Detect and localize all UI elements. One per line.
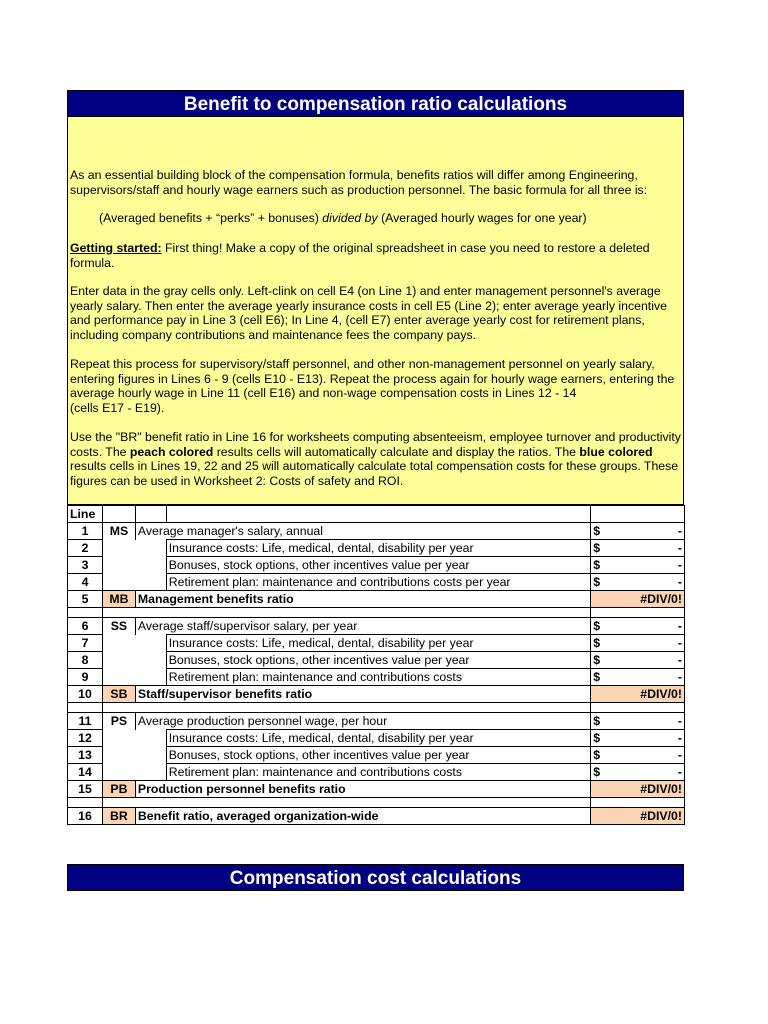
table-row <box>68 764 685 781</box>
input-cell-e17[interactable] <box>591 730 685 747</box>
table-row-result <box>68 781 685 798</box>
row-description: Retirement plan: maintenance and contributions costs <box>166 669 591 686</box>
spacer <box>68 608 103 618</box>
usage-paragraph <box>70 430 681 488</box>
spacer <box>591 703 685 713</box>
row-description: Management benefits ratio <box>135 591 590 608</box>
intro-paragraph: As an essential building block of the compensation formula, benefits ratios will differ among Engineering, supervisors/staff and hourly wage earners such as production personnel. The basic formula for all three is: <box>70 168 648 197</box>
table-row-result <box>68 591 685 608</box>
line-number: 11 <box>68 713 103 730</box>
formula-part: (Averaged benefits + “perks” + bonuses) <box>99 211 323 225</box>
value-header <box>591 506 685 523</box>
line-number: 16 <box>68 808 103 825</box>
result-cell: #DIV/0! <box>591 808 685 825</box>
row-description: Benefit ratio, averaged organization-wide <box>135 808 590 825</box>
spacer <box>68 703 103 713</box>
line-number: 1 <box>68 523 103 540</box>
dollar-sign: $ <box>593 653 601 667</box>
input-cell-e19[interactable] <box>591 764 685 781</box>
dollar-sign: $ <box>593 731 601 745</box>
line-number: 5 <box>68 591 103 608</box>
input-cell-e10[interactable] <box>591 618 685 635</box>
blank-cell <box>102 652 166 669</box>
table-row <box>68 574 685 591</box>
data-entry-paragraph: Enter data in the gray cells only. Left-clink on cell E4 (on Line 1) and enter management personnel's average yearly salary. Then enter the average yearly insurance costs in cell E5 (Line 2); enter average yearly incentive and performance pay in Line 3 (cell E6); In Line 4, (cell E7) enter average yearly cost for retirement plans, including company contributions and maintenance fees the company pays. <box>70 284 667 342</box>
blank-cell <box>102 540 166 557</box>
row-description: Average manager's salary, annual <box>135 523 590 540</box>
row-code: PS <box>102 713 135 730</box>
dollar-sign: $ <box>593 524 601 538</box>
formula-operator: divided by <box>322 211 378 225</box>
row-description: Bonuses, stock options, other incentives value per year <box>166 747 591 764</box>
repeat-paragraph <box>70 357 681 415</box>
blank-cell <box>102 730 166 747</box>
line-number: 9 <box>68 669 103 686</box>
table-header-row <box>68 506 685 523</box>
dollar-sign: $ <box>593 558 601 572</box>
cell-value: - <box>677 558 682 572</box>
input-cell-e6[interactable] <box>591 557 685 574</box>
input-cell-e7[interactable] <box>591 574 685 591</box>
row-description: Bonuses, stock options, other incentives value per year <box>166 652 591 669</box>
cell-value: - <box>677 524 682 538</box>
input-cell-e12[interactable] <box>591 652 685 669</box>
blue-label: blue colored <box>579 444 653 459</box>
spacer-row <box>68 608 685 618</box>
dollar-sign: $ <box>593 619 601 633</box>
dollar-sign: $ <box>593 714 601 728</box>
dollar-sign: $ <box>593 636 601 650</box>
row-description: Insurance costs: Life, medical, dental, disability per year <box>166 635 591 652</box>
usage-text: Use the "BR" benefit ratio in Line 16 for worksheets computing absenteeism, employee turnover and productivity costs. The <box>70 430 681 459</box>
input-cell-e4[interactable] <box>591 523 685 540</box>
spacer <box>591 608 685 618</box>
row-code: MB <box>102 591 135 608</box>
dollar-sign: $ <box>593 670 601 684</box>
table-row-result <box>68 808 685 825</box>
cell-value: - <box>677 670 682 684</box>
desc-header <box>166 506 591 523</box>
line-number: 13 <box>68 747 103 764</box>
row-description: Average staff/supervisor salary, per year <box>135 618 590 635</box>
usage-text: results cells in Lines 19, 22 and 25 will automatically calculate total compensation costs for these groups. These figures can be used in Worksheet 2: Costs of safety and ROI. <box>70 459 679 488</box>
dollar-sign: $ <box>593 765 601 779</box>
cell-value: - <box>677 575 682 589</box>
line-number: 2 <box>68 540 103 557</box>
line-number: 12 <box>68 730 103 747</box>
repeat-cells: (cells E17 - E19). <box>70 400 165 415</box>
blank-cell <box>102 574 166 591</box>
table-row <box>68 557 685 574</box>
row-code: SB <box>102 686 135 703</box>
cell-value: - <box>677 765 682 779</box>
row-description: Retirement plan: maintenance and contributions costs per year <box>166 574 591 591</box>
table-row <box>68 618 685 635</box>
blank-cell <box>102 635 166 652</box>
row-code: PB <box>102 781 135 798</box>
cell-value: - <box>677 748 682 762</box>
getting-started-text: First thing! Make a copy of the original spreadsheet in case you need to restore a deleted formula. <box>70 241 650 270</box>
row-description: Production personnel benefits ratio <box>135 781 590 798</box>
line-number: 3 <box>68 557 103 574</box>
usage-text: results cells will automatically calculate and display the ratios. The <box>213 444 580 459</box>
input-cell-e5[interactable] <box>591 540 685 557</box>
result-cell: #DIV/0! <box>591 686 685 703</box>
table-row <box>68 713 685 730</box>
section-title-compensation-cost: Compensation cost calculations <box>67 864 684 891</box>
code-header <box>102 506 135 523</box>
benefit-ratio-table <box>67 505 685 825</box>
spacer <box>591 798 685 808</box>
cell-value: - <box>677 619 682 633</box>
result-cell: #DIV/0! <box>591 591 685 608</box>
spacer-row <box>68 703 685 713</box>
row-code: SS <box>102 618 135 635</box>
row-description: Average production personnel wage, per hour <box>135 713 590 730</box>
blank-cell <box>102 764 166 781</box>
spacer <box>102 703 590 713</box>
row-description: Bonuses, stock options, other incentives value per year <box>166 557 591 574</box>
blank-cell <box>102 747 166 764</box>
instructions-panel <box>67 117 684 505</box>
row-description: Retirement plan: maintenance and contributions costs <box>166 764 591 781</box>
table-row <box>68 635 685 652</box>
input-cell-e18[interactable] <box>591 747 685 764</box>
table-row <box>68 652 685 669</box>
cell-value: - <box>677 541 682 555</box>
row-description: Insurance costs: Life, medical, dental, disability per year <box>166 730 591 747</box>
line-number: 6 <box>68 618 103 635</box>
line-header: Line <box>68 506 103 523</box>
spacer <box>102 798 590 808</box>
table-row <box>68 540 685 557</box>
table-row-result <box>68 686 685 703</box>
input-cell-e11[interactable] <box>591 635 685 652</box>
formula-line <box>99 211 681 226</box>
cell-value: - <box>677 653 682 667</box>
line-number: 4 <box>68 574 103 591</box>
line-number: 15 <box>68 781 103 798</box>
row-code: BR <box>102 808 135 825</box>
line-number: 10 <box>68 686 103 703</box>
input-cell-e13[interactable] <box>591 669 685 686</box>
row-description: Staff/supervisor benefits ratio <box>135 686 590 703</box>
dollar-sign: $ <box>593 541 601 555</box>
table-row <box>68 747 685 764</box>
spacer <box>102 608 590 618</box>
dollar-sign: $ <box>593 748 601 762</box>
line-number: 8 <box>68 652 103 669</box>
table-row <box>68 669 685 686</box>
blank-header <box>135 506 166 523</box>
cell-value: - <box>677 714 682 728</box>
cell-value: - <box>677 636 682 650</box>
section-title-benefit-ratio: Benefit to compensation ratio calculations <box>67 90 684 117</box>
line-number: 14 <box>68 764 103 781</box>
spacer-row <box>68 798 685 808</box>
getting-started-label: Getting started: <box>70 241 162 255</box>
input-cell-e16[interactable] <box>591 713 685 730</box>
line-number: 7 <box>68 635 103 652</box>
row-code: MS <box>102 523 135 540</box>
blank-cell <box>102 669 166 686</box>
blank-cell <box>102 557 166 574</box>
result-cell: #DIV/0! <box>591 781 685 798</box>
table-row <box>68 730 685 747</box>
table-row <box>68 523 685 540</box>
spacer <box>68 798 103 808</box>
formula-part: (Averaged hourly wages for one year) <box>377 211 587 225</box>
row-description: Insurance costs: Life, medical, dental, disability per year <box>166 540 591 557</box>
peach-label: peach colored <box>129 444 214 459</box>
dollar-sign: $ <box>593 575 601 589</box>
cell-value: - <box>677 731 682 745</box>
repeat-text: Repeat this process for supervisory/staff personnel, and other non-management personnel on yearly salary, entering figures in Lines 6 - 9 (cells E10 - E13). Repeat the process again for hourly wage earners, entering the average hourly wage in Line 11 (cell E16) and non-wage compensation costs in Lines 12 - 14 <box>70 357 675 400</box>
getting-started-paragraph <box>70 241 681 270</box>
